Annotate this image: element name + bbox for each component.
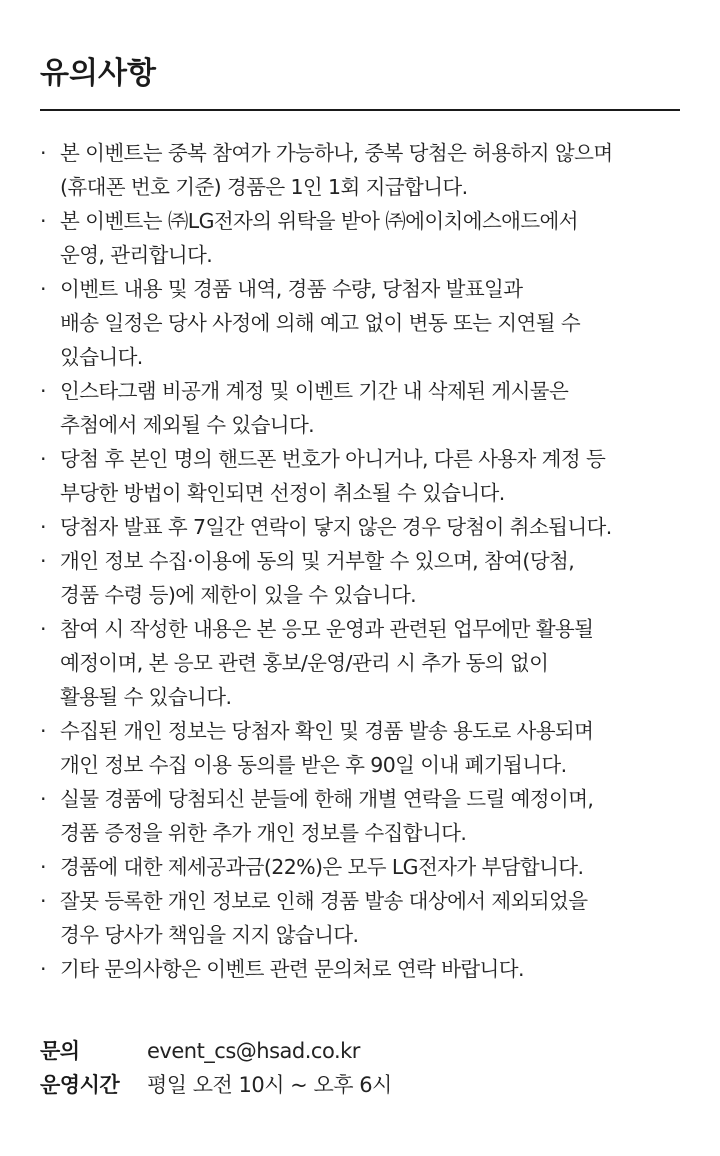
bullet-icon: · xyxy=(40,209,46,233)
notice-item xyxy=(40,544,685,612)
notice-item xyxy=(40,442,685,510)
contact-info xyxy=(40,1034,680,1102)
notice-item-text: 기타 문의사항은 이벤트 관련 문의처로 연락 바랍니다. xyxy=(60,957,524,981)
notice-list xyxy=(40,136,685,986)
page-title: 유의사항 xyxy=(40,56,156,91)
bullet-icon: · xyxy=(40,515,46,539)
notice-item-text: 인스타그램 비공개 계정 및 이벤트 기간 내 삭제된 게시물은 추첨에서 제외될 수 있습니다. xyxy=(60,379,569,437)
notice-item xyxy=(40,136,685,204)
bullet-icon: · xyxy=(40,855,46,879)
inquiry-label: 문의 xyxy=(40,1039,80,1063)
hours-label: 운영시간 xyxy=(40,1073,120,1097)
notice-item xyxy=(40,850,685,884)
bullet-icon: · xyxy=(40,379,46,403)
notice-item-text: 잘못 등록한 개인 정보로 인해 경품 발송 대상에서 제외되었을 경우 당사가 책임을 지지 않습니다. xyxy=(60,889,588,947)
title-divider xyxy=(40,109,680,111)
notice-item xyxy=(40,952,685,986)
bullet-icon: · xyxy=(40,957,46,981)
notice-item-text: 본 이벤트는 중복 참여가 가능하나, 중복 당첨은 허용하지 않으며 (휴대폰 번호 기준) 경품은 1인 1회 지급합니다. xyxy=(60,141,613,199)
bullet-icon: · xyxy=(40,889,46,913)
hours-value: 평일 오전 10시 ~ 오후 6시 xyxy=(147,1073,392,1097)
bullet-icon: · xyxy=(40,447,46,471)
notice-item-text: 이벤트 내용 및 경품 내역, 경품 수량, 당첨자 발표일과 배송 일정은 당사 사정에 의해 예고 없이 변동 또는 지연될 수 있습니다. xyxy=(60,277,581,369)
bullet-icon: · xyxy=(40,617,46,641)
notice-item-text: 당첨 후 본인 명의 핸드폰 번호가 아니거나, 다른 사용자 계정 등 부당한 방법이 확인되면 선정이 취소될 수 있습니다. xyxy=(60,447,606,505)
notice-item-text: 개인 정보 수집·이용에 동의 및 거부할 수 있으며, 참여(당첨, 경품 수령 등)에 제한이 있을 수 있습니다. xyxy=(60,549,575,607)
notice-item xyxy=(40,884,685,952)
bullet-icon: · xyxy=(40,719,46,743)
inquiry-row xyxy=(40,1034,680,1068)
notice-item-text: 실물 경품에 당첨되신 분들에 한해 개별 연락을 드릴 예정이며, 경품 증정을 위한 추가 개인 정보를 수집합니다. xyxy=(60,787,594,845)
notice-item xyxy=(40,714,685,782)
bullet-icon: · xyxy=(40,277,46,301)
notice-item-text: 수집된 개인 정보는 당첨자 확인 및 경품 발송 용도로 사용되며 개인 정보 수집 이용 동의를 받은 후 90일 이내 폐기됩니다. xyxy=(60,719,594,777)
notice-item-text: 참여 시 작성한 내용은 본 응모 운영과 관련된 업무에만 활용될 예정이며, 본 응모 관련 홍보/운영/관리 시 추가 동의 없이 활용될 수 있습니다. xyxy=(60,617,594,709)
notice-item-text: 당첨자 발표 후 7일간 연락이 닿지 않은 경우 당첨이 취소됩니다. xyxy=(60,515,612,539)
notice-item xyxy=(40,374,685,442)
hours-row xyxy=(40,1068,680,1102)
bullet-icon: · xyxy=(40,787,46,811)
notice-item xyxy=(40,204,685,272)
notice-item-text: 경품에 대한 제세공과금(22%)은 모두 LG전자가 부담합니다. xyxy=(60,855,584,879)
bullet-icon: · xyxy=(40,549,46,573)
inquiry-email: event_cs@hsad.co.kr xyxy=(147,1039,360,1063)
notice-item xyxy=(40,782,685,850)
notice-item xyxy=(40,510,685,544)
notice-item xyxy=(40,612,685,714)
notice-item xyxy=(40,272,685,374)
bullet-icon: · xyxy=(40,141,46,165)
notice-item-text: 본 이벤트는 ㈜LG전자의 위탁을 받아 ㈜에이치에스애드에서 운영, 관리합니다. xyxy=(60,209,578,267)
